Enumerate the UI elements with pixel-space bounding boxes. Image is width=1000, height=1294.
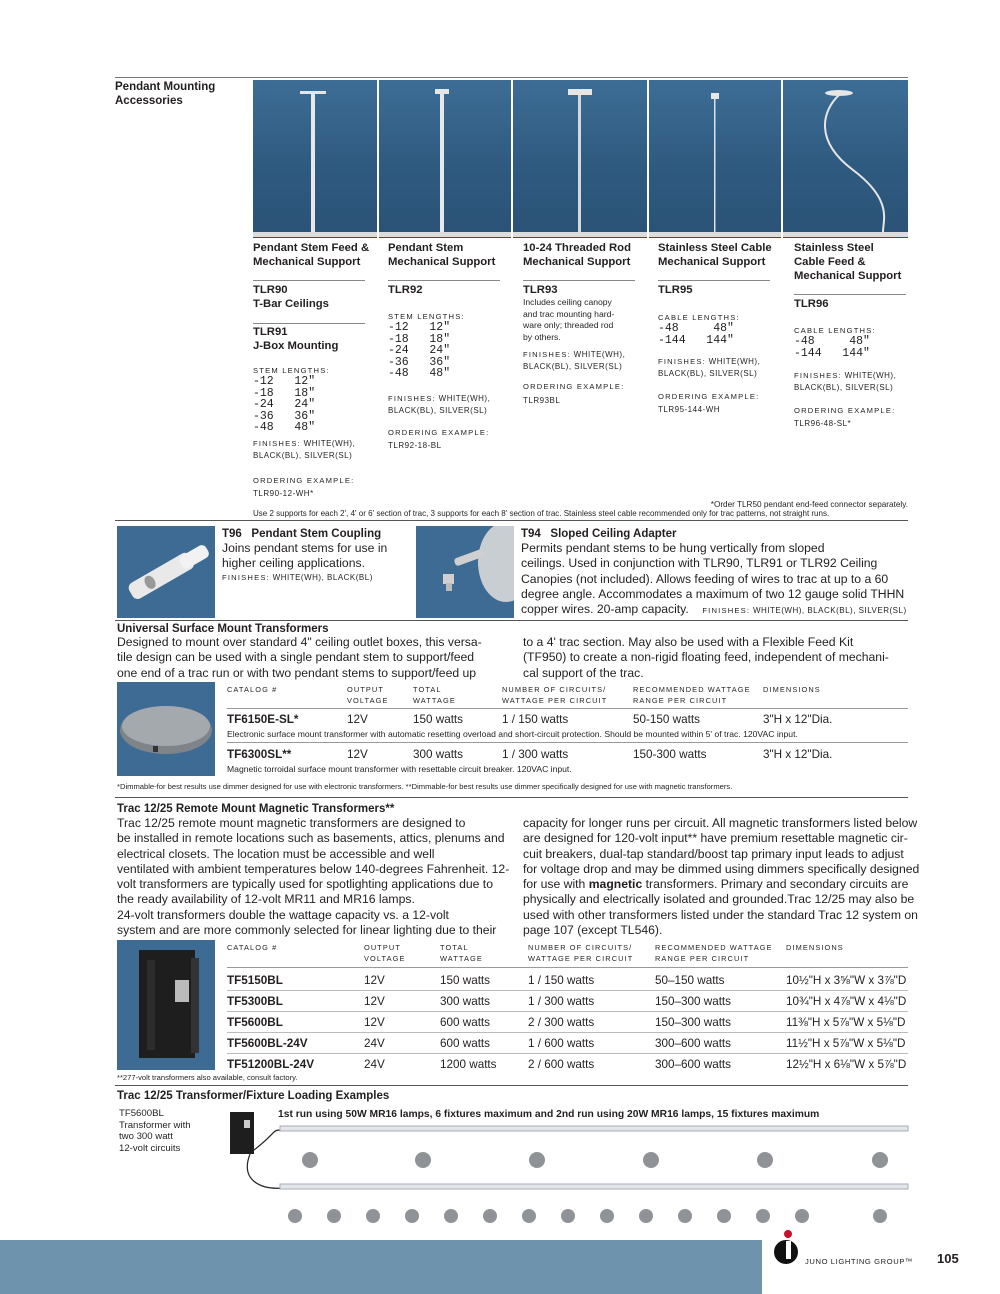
- table-cell: 10¾"H x 4⅞"W x 4⅛"D: [786, 995, 907, 1008]
- col-circuits: NUMBER OF CIRCUITS/ WATTAGE PER CIRCUIT: [502, 685, 608, 705]
- tlr90-block: TLR90 T-Bar Ceilings: [253, 284, 329, 310]
- table-cell: 12V: [364, 974, 385, 987]
- table-cell: 1 / 300 watts: [502, 748, 569, 761]
- table-cell: 150–300 watts: [655, 995, 732, 1008]
- tlr95-order: TLR95-144-WH: [658, 405, 721, 414]
- tlr96-code: TLR96: [794, 298, 829, 310]
- tlr95-finishes: FINISHES: WHITE(WH), BLACK(BL), SILVER(SL): [658, 357, 761, 378]
- table-cell: 300–600 watts: [655, 1058, 732, 1071]
- tlr91-stem-label: STEM LENGTHS:: [253, 366, 330, 375]
- table-cell: 1 / 600 watts: [528, 1037, 595, 1050]
- t96-finishes: FINISHES: WHITE(WH), BLACK(BL): [222, 573, 373, 582]
- table-cell: 12V: [347, 748, 368, 761]
- table-row-catalog: TF51200BL-24V: [227, 1058, 315, 1071]
- tlr92-order-label: ORDERING EXAMPLE:: [388, 428, 490, 437]
- t96-title: T96 Pendant Stem Coupling: [222, 528, 382, 540]
- col-range: RECOMMENDED WATTAGE RANGE PER CIRCUIT: [633, 685, 751, 705]
- surface-text-right: to a 4' trac section. May also be used with a Flexible Feed Kit (TF950) to create a non-rigid floating feed, independent of mechani- cal support of the trac.: [523, 635, 889, 680]
- table-cell: 1 / 150 watts: [502, 713, 569, 726]
- tlr96-order-label: ORDERING EXAMPLE:: [794, 406, 896, 415]
- col-catalog: CATALOG #: [227, 685, 278, 694]
- tlr93-finishes: FINISHES: WHITE(WH), BLACK(BL), SILVER(SL): [523, 350, 626, 371]
- table-cell: 300 watts: [440, 995, 491, 1008]
- tlr92-code: TLR92: [388, 284, 423, 296]
- surface-footnote: *Dimmable-for best results use dimmer designed for use with electronic transformers. **Dimmable-for best results use dimmer specifically designed for use with magnetic transformers.: [117, 782, 733, 791]
- remote-table: [227, 942, 908, 1077]
- photo-t96: [117, 526, 215, 618]
- loading-run-text: 1st run using 50W MR16 lamps, 6 fixtures maximum and 2nd run using 20W MR16 lamps, 15 fixtures maximum: [278, 1109, 820, 1120]
- footer-band: [0, 1240, 762, 1294]
- page-number: 105: [937, 1251, 959, 1266]
- order-note: *Order TLR50 pendant end-feed connector separately.: [710, 500, 908, 509]
- tlr93-code: TLR93: [523, 284, 558, 296]
- table-cell: 12V: [364, 1016, 385, 1029]
- t96-desc: Joins pendant stems for use in higher ceiling applications.: [222, 541, 388, 571]
- t94-title: T94 Sloped Ceiling Adapter: [521, 528, 677, 540]
- remote-title: Trac 12/25 Remote Mount Magnetic Transformers**: [117, 803, 395, 815]
- table-cell: 2 / 600 watts: [528, 1058, 595, 1071]
- tlr93-order-label: ORDERING EXAMPLE:: [523, 382, 625, 391]
- surface-title: Universal Surface Mount Transformers: [117, 623, 329, 635]
- tlr95-code: TLR95: [658, 284, 693, 296]
- col-catalog: CATALOG #: [227, 943, 278, 952]
- table-row-desc: Electronic surface mount transformer with automatic resetting overload and short-circuit protection. Should be mounted within 5' of trac. 120VAC input.: [227, 729, 798, 739]
- table-cell: 50-150 watts: [633, 713, 700, 726]
- photo-surface-transformer: [117, 682, 215, 776]
- loading-caption: TF5600BL Transformer with two 300 watt 12-volt circuits: [119, 1108, 191, 1154]
- tlr93-desc: Includes ceiling canopy and trac mounting hard- ware only; threaded rod by others.: [523, 297, 615, 342]
- tlr95-lengths: -48 48" -144 144": [658, 322, 734, 347]
- tlr91-block: TLR91 J-Box Mounting: [253, 326, 339, 352]
- table-cell: 150 watts: [413, 713, 464, 726]
- col-total: TOTAL WATTAGE: [440, 943, 483, 963]
- table-cell: 3"H x 12"Dia.: [763, 713, 833, 726]
- tlr96-lengths: -48 48" -144 144": [794, 335, 870, 360]
- tlr96-finishes: FINISHES: WHITE(WH), BLACK(BL), SILVER(SL): [794, 371, 897, 392]
- col-total: TOTAL WATTAGE: [413, 685, 456, 705]
- table-row-catalog: TF5600BL: [227, 1016, 283, 1029]
- table-row-catalog: TF5600BL-24V: [227, 1037, 308, 1050]
- table-cell: 1200 watts: [440, 1058, 497, 1071]
- tlr96-cable-label: CABLE LENGTHS:: [794, 326, 876, 335]
- table-cell: 24V: [364, 1037, 385, 1050]
- remote-text-left: Trac 12/25 remote mount magnetic transformers are designed to be installed in remote locations such as basements, attics, plenums and electrical closets. The location must be accessible and well ventilated with ambient temperatures below 140-degrees Fahrenheit. 12- volt transformers are typically used for spotlighting applications due to the ready availability of 12-volt MR11 and MR16 lamps. 24-volt transformers double the wattage capacity vs. a 12-volt system and are more commonly selected for linear lighting due to their: [117, 816, 510, 938]
- table-cell: 12V: [364, 995, 385, 1008]
- photo-tlr95: [649, 80, 781, 238]
- table-cell: 2 / 300 watts: [528, 1016, 595, 1029]
- remote-footnote: **277-volt transformers also available, consult factory.: [117, 1073, 298, 1082]
- table-cell: 10½"H x 3⅝"W x 3⅞"D: [786, 974, 907, 987]
- photo-tlr96: [783, 80, 908, 238]
- table-cell: 600 watts: [440, 1016, 491, 1029]
- table-cell: 300 watts: [413, 748, 464, 761]
- table-cell: 24V: [364, 1058, 385, 1071]
- table-cell: 11⅜"H x 5⅞"W x 5⅛"D: [786, 1016, 906, 1029]
- surface-text-left: Designed to mount over standard 4" ceiling outlet boxes, this versa- tile design can be used with a single pendant stem to support/feed one end of a trac run or with two pendant stems to support/feed up: [117, 635, 482, 680]
- photo-t94: [416, 526, 514, 618]
- tlr91-order: TLR90-12-WH*: [253, 489, 314, 498]
- table-cell: 150 watts: [440, 974, 491, 987]
- tlr91-lengths: -12 12" -18 18" -24 24" -36 36" -48 48": [253, 375, 316, 434]
- col-output: OUTPUT VOLTAGE: [347, 685, 389, 705]
- table-row-desc: Magnetic torroidal surface mount transformer with resettable circuit breaker. 120VAC input.: [227, 764, 572, 774]
- tlr91-finishes: FINISHES: WHITE(WH), BLACK(BL), SILVER(SL): [253, 439, 356, 460]
- col-dimensions: DIMENSIONS: [763, 685, 821, 694]
- tlr91-order-label: ORDERING EXAMPLE:: [253, 476, 355, 485]
- product-title-tlr92: Pendant Stem Mechanical Support: [388, 242, 496, 268]
- table-row-catalog: TF6150E-SL*: [227, 713, 299, 726]
- table-cell: 3"H x 12"Dia.: [763, 748, 833, 761]
- col-dimensions: DIMENSIONS: [786, 943, 844, 952]
- fixture-loading-diagram: [240, 1120, 920, 1232]
- col-output: OUTPUT VOLTAGE: [364, 943, 406, 963]
- tlr92-stem-label: STEM LENGTHS:: [388, 312, 465, 321]
- tlr92-finishes: FINISHES: WHITE(WH), BLACK(BL), SILVER(SL): [388, 394, 491, 415]
- photo-tlr93: [513, 80, 647, 238]
- tlr95-cable-label: CABLE LENGTHS:: [658, 313, 740, 322]
- section-title-pendant: Pendant Mounting Accessories: [115, 81, 216, 107]
- product-title-tlr95: Stainless Steel Cable Mechanical Support: [658, 242, 772, 268]
- table-cell: 150–300 watts: [655, 1016, 732, 1029]
- table-cell: 1 / 300 watts: [528, 995, 595, 1008]
- tlr96-order: TLR96-48-SL*: [794, 419, 852, 428]
- juno-logo-icon: [772, 1228, 800, 1268]
- photo-remote-transformer: [117, 940, 215, 1070]
- col-range: RECOMMENDED WATTAGE RANGE PER CIRCUIT: [655, 943, 773, 963]
- table-cell: 50–150 watts: [655, 974, 725, 987]
- table-row-catalog: TF5150BL: [227, 974, 283, 987]
- footer-brand: JUNO LIGHTING GROUP™: [805, 1257, 914, 1266]
- table-row-catalog: TF6300SL**: [227, 748, 292, 761]
- tlr92-lengths: -12 12" -18 18" -24 24" -36 36" -48 48": [388, 321, 451, 380]
- tlr92-order: TLR92-18-BL: [388, 441, 442, 450]
- tlr93-order: TLR93BL: [523, 396, 561, 405]
- product-title-tlr90: Pendant Stem Feed & Mechanical Support: [253, 242, 370, 268]
- support-note: Use 2 supports for each 2', 4' or 6' section of trac, 3 supports for each 8' section of trac. Stainless steel cable recommended only for trac patterns, not straight runs.: [253, 509, 830, 518]
- t94-desc: Permits pendant stems to be hung vertically from sloped ceilings. Used in conjunction with TLR90, TLR91 or TLR92 Ceiling Canopies (not included). Allows feeding of wires to trac at up to a 60 degree angle. Accommodates a maximum of two 12 gauge solid THHN copper wires. 20-amp capacity. FINISHES: WHITE(WH), BLACK(BL), SILVER(SL): [521, 541, 907, 617]
- table-cell: 300–600 watts: [655, 1037, 732, 1050]
- photo-tlr90: [253, 80, 377, 238]
- table-cell: 12V: [347, 713, 368, 726]
- product-title-tlr93: 10-24 Threaded Rod Mechanical Support: [523, 242, 631, 268]
- loading-title: Trac 12/25 Transformer/Fixture Loading Examples: [117, 1090, 390, 1102]
- table-cell: 11½"H x 5⅞"W x 5⅛"D: [786, 1037, 906, 1050]
- table-row-catalog: TF5300BL: [227, 995, 283, 1008]
- remote-text-right: capacity for longer runs per circuit. All magnetic transformers listed below are designed for 120-volt input** have premium resettable magnetic cir- cuit breakers, dual-tap standard/boost tap primary input leads to adjust for voltage drop and may be dimmed using dimmers specifically designed for use with magnetic transformers. Primary and secondary circuits are physically and electrically isolated and grounded.Trac 12/25 may also be used with other transformers listed under the standard Trac 12 system on page 107 (except TL546).: [523, 816, 920, 938]
- table-cell: 1 / 150 watts: [528, 974, 595, 987]
- product-title-tlr96: Stainless Steel Cable Feed & Mechanical Support: [794, 242, 902, 282]
- table-cell: 12½"H x 6⅛"W x 5⅞"D: [786, 1058, 907, 1071]
- table-cell: 150-300 watts: [633, 748, 707, 761]
- surface-table: [227, 684, 908, 794]
- table-cell: 600 watts: [440, 1037, 491, 1050]
- photo-tlr92: [379, 80, 511, 238]
- col-circuits: NUMBER OF CIRCUITS/ WATTAGE PER CIRCUIT: [528, 943, 634, 963]
- tlr95-order-label: ORDERING EXAMPLE:: [658, 392, 760, 401]
